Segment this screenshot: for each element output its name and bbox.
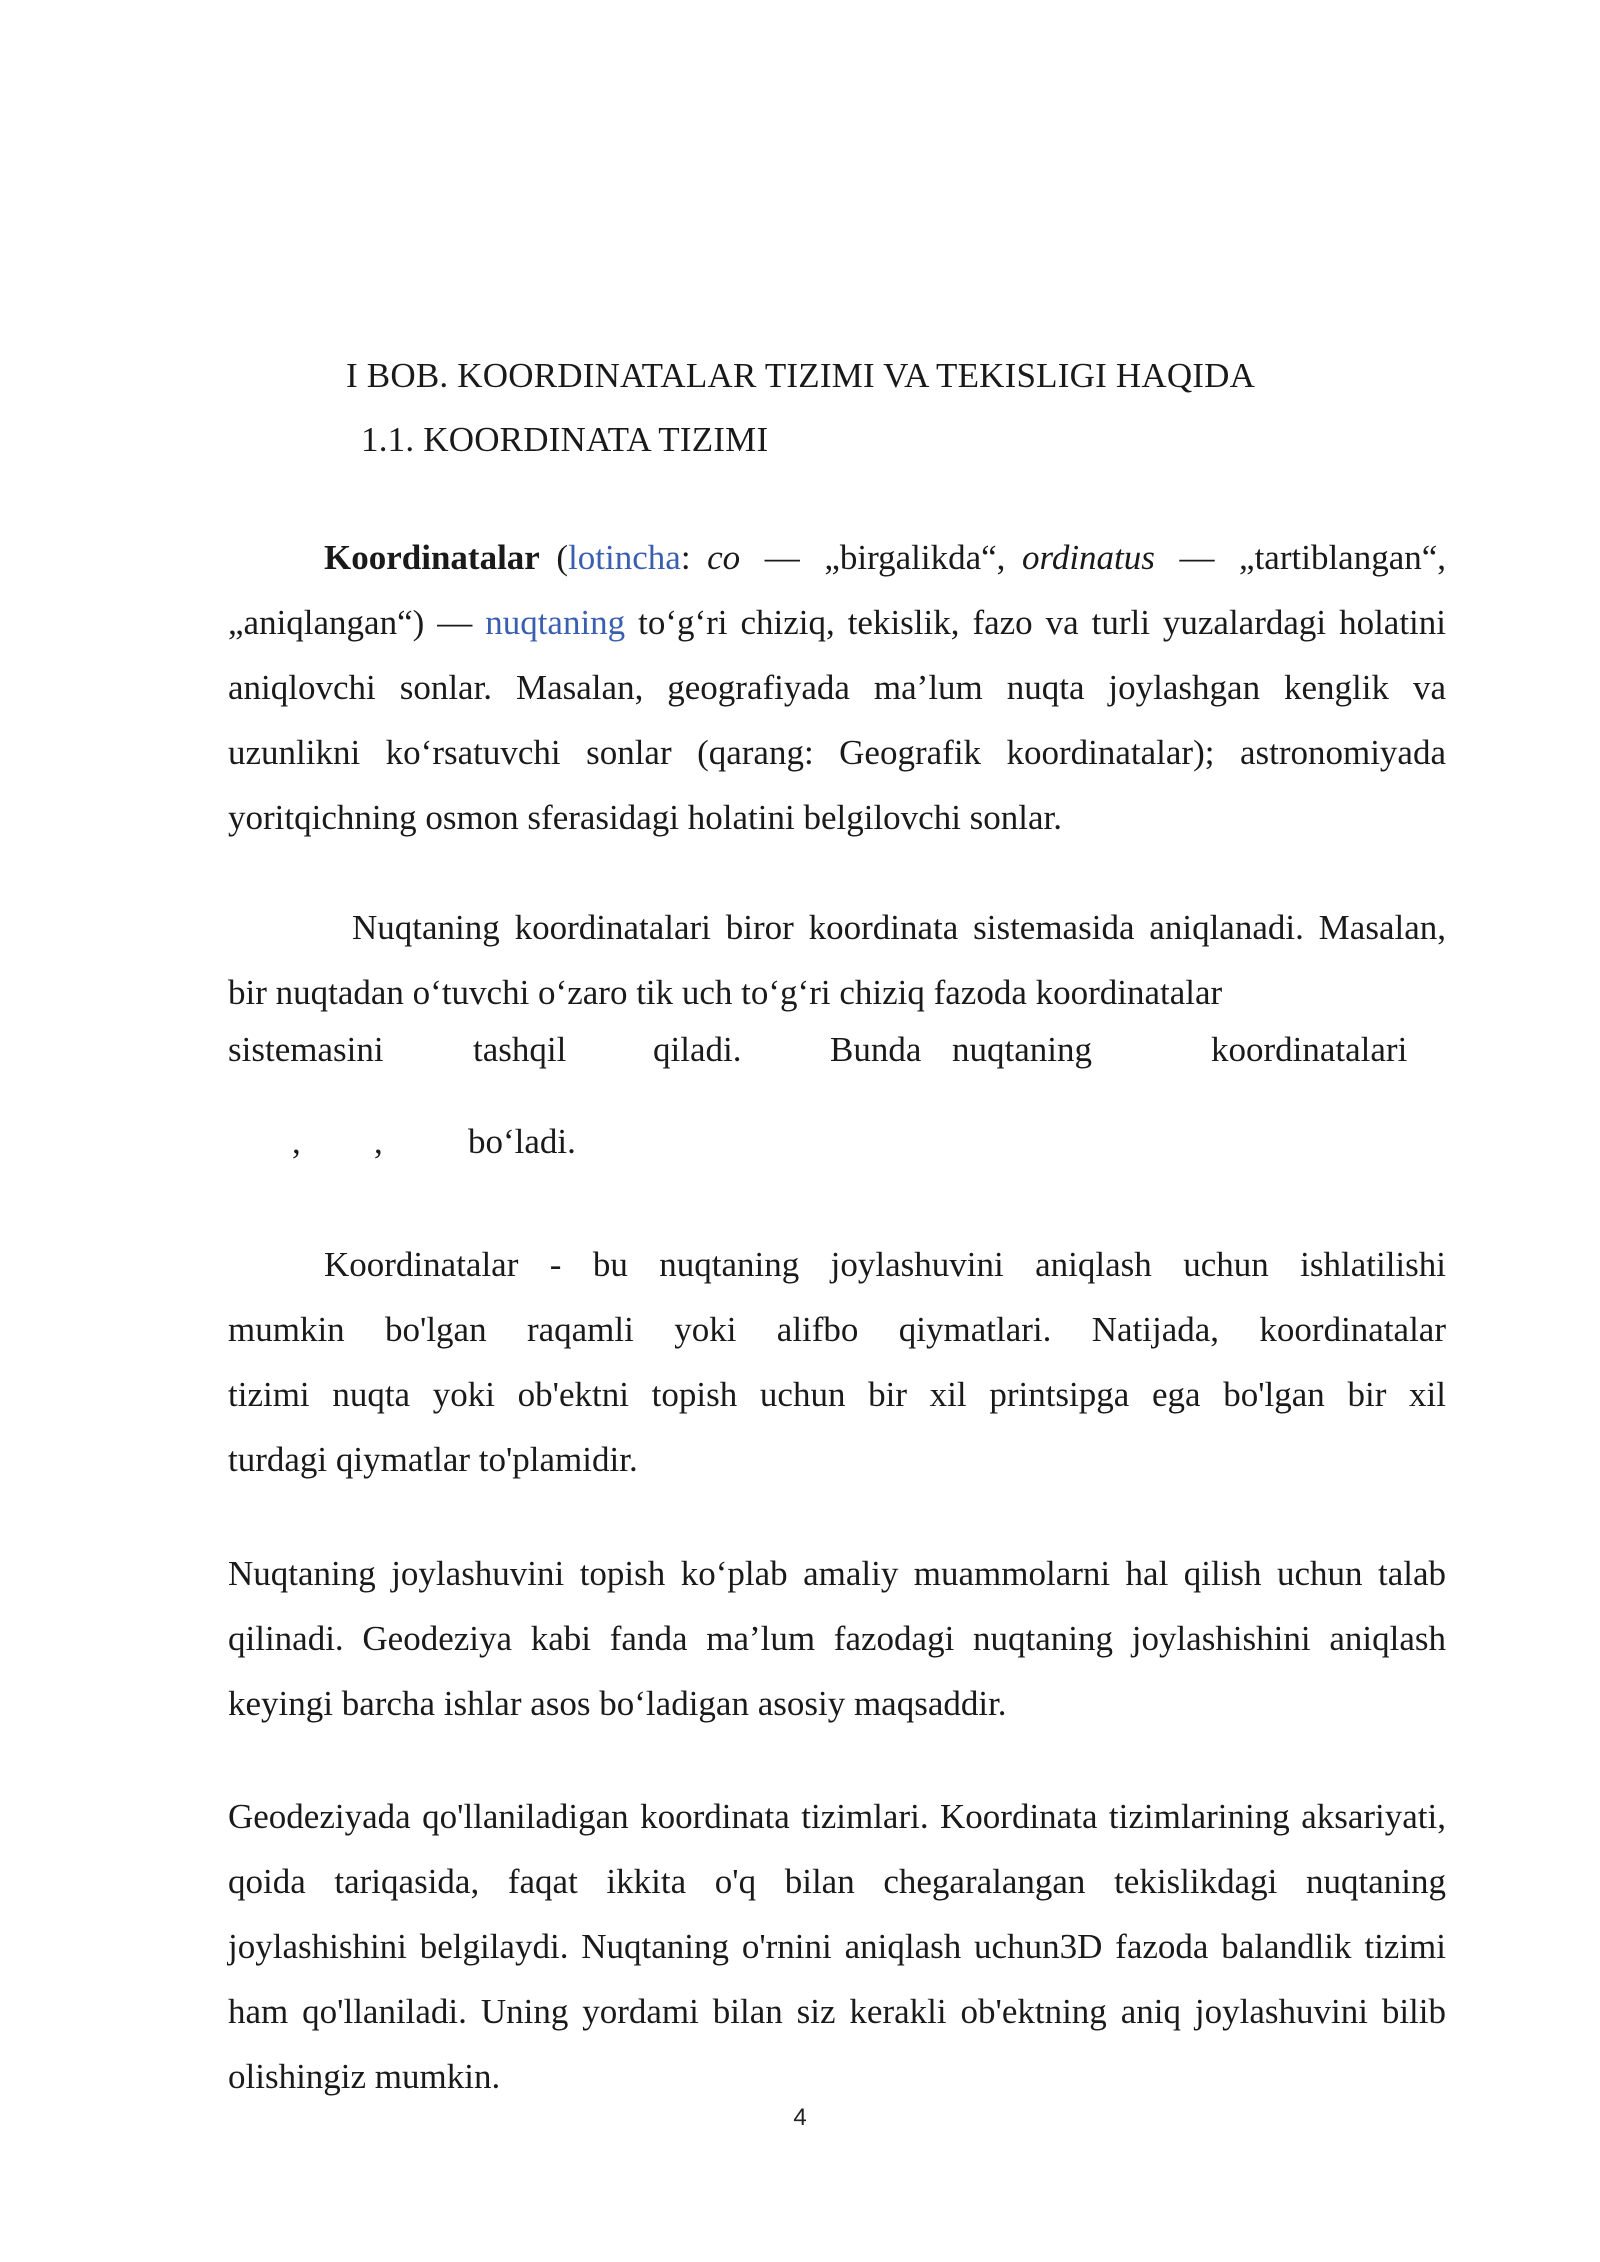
paragraph3-line: mumkin bo'lgan raqamli yoki alifbo qiymatlari. Natijada, koordinatalar [228, 1310, 1446, 1349]
word: koordinatalari [1211, 1030, 1408, 1069]
chapter-title: I BOB. KOORDINATALAR TIZIMI VA TEKISLIGI HAQIDA [346, 356, 1256, 395]
paragraph1-rest: to‘g‘ri chiziq, tekislik, fazo va turli yuzalardagi holatini aniqlovchi sonlar. Masalan, geografiyada ma’lum nuqta joylashgan kenglik va uzunlikni ko‘rsatuvchi sonlar (qarang: Geografik koordinatalar); astronomiyada yoritqichning osmon sferasidagi holatini belgilovchi sonlar. [228, 603, 1447, 837]
paragraph-coordinates-definition [228, 525, 1446, 850]
paragraph-point-coordinates: Nuqtaning koordinatalari biror koordinata sistemasida aniqlanadi. Masalan, bir nuqtadan o‘tuvchi o‘zaro tik uch to‘g‘ri chiziq fazoda koordinatalar [228, 908, 1446, 1012]
word: Bunda [830, 1030, 922, 1069]
word-boladi: bo‘ladi. [468, 1122, 576, 1161]
word: sistemasini [228, 1030, 384, 1069]
latin-word-ordinatus: ordinatus [1022, 538, 1155, 577]
em-dash: — [764, 538, 800, 577]
section-title: 1.1. KOORDINATA TIZIMI [361, 420, 769, 459]
paragraph3-line: turdagi qiymatlar to'plamidir. [228, 1440, 638, 1479]
word: qiladi. [653, 1030, 742, 1069]
page-number: 4 [793, 2104, 807, 2131]
em-dash: — [1179, 538, 1215, 577]
paragraph3-line: tizimi nuqta yoki ob'ektni topish uchun bir xil printsipga ega bo'lgan bir xil [228, 1375, 1446, 1414]
comma: , [374, 1122, 383, 1161]
colon: : [680, 538, 708, 577]
word: tashqil [473, 1030, 567, 1069]
link-lotincha[interactable]: lotincha [568, 538, 681, 577]
paragraph-geodesy-purpose: Nuqtaning joylashuvini topish ko‘plab amaliy muammolarni hal qilish uchun talab qilinadi. Geodeziya kabi fanda ma’lum fazodagi nuqtaning joylashishini aniqlash keyingi barcha ishlar asos bo‘ladigan asosiy maqsaddir. [228, 1554, 1446, 1723]
term-koordinatalar: Koordinatalar [324, 538, 540, 577]
paragraph-coordinates-values [228, 1232, 1446, 1492]
paragraph-coordinate-systems: Geodeziyada qo'llaniladigan koordinata tizimlari. Koordinata tizimlarining aksariyati, qoida tariqasida, faqat ikkita o'q bilan chegaralangan tekislikdagi nuqtaning joylashishini belgilaydi. Nuqtaning o'rnini aniqlash uchun3D fazoda balandlik tizimi ham qo'llaniladi. Uning yordami bilan siz kerakli ob'ektning aniq joylashuvini bilib olishingiz mumkin. [228, 1797, 1446, 2096]
gloss-birgalikda: „birgalikda“, [824, 538, 1022, 577]
link-nuqtaning[interactable]: nuqtaning [485, 603, 626, 642]
open-paren: ( [539, 538, 569, 577]
paragraph3-line: Koordinatalar - bu nuqtaning joylashuvini aniqlash uchun ishlatilishi [324, 1245, 1446, 1284]
gloss-tartiblangan: „tartiblangan“, „aniqlangan“) — [228, 538, 1447, 642]
latin-word-co: co [707, 538, 741, 577]
comma: , [292, 1122, 301, 1161]
word: nuqtaning [952, 1030, 1092, 1069]
